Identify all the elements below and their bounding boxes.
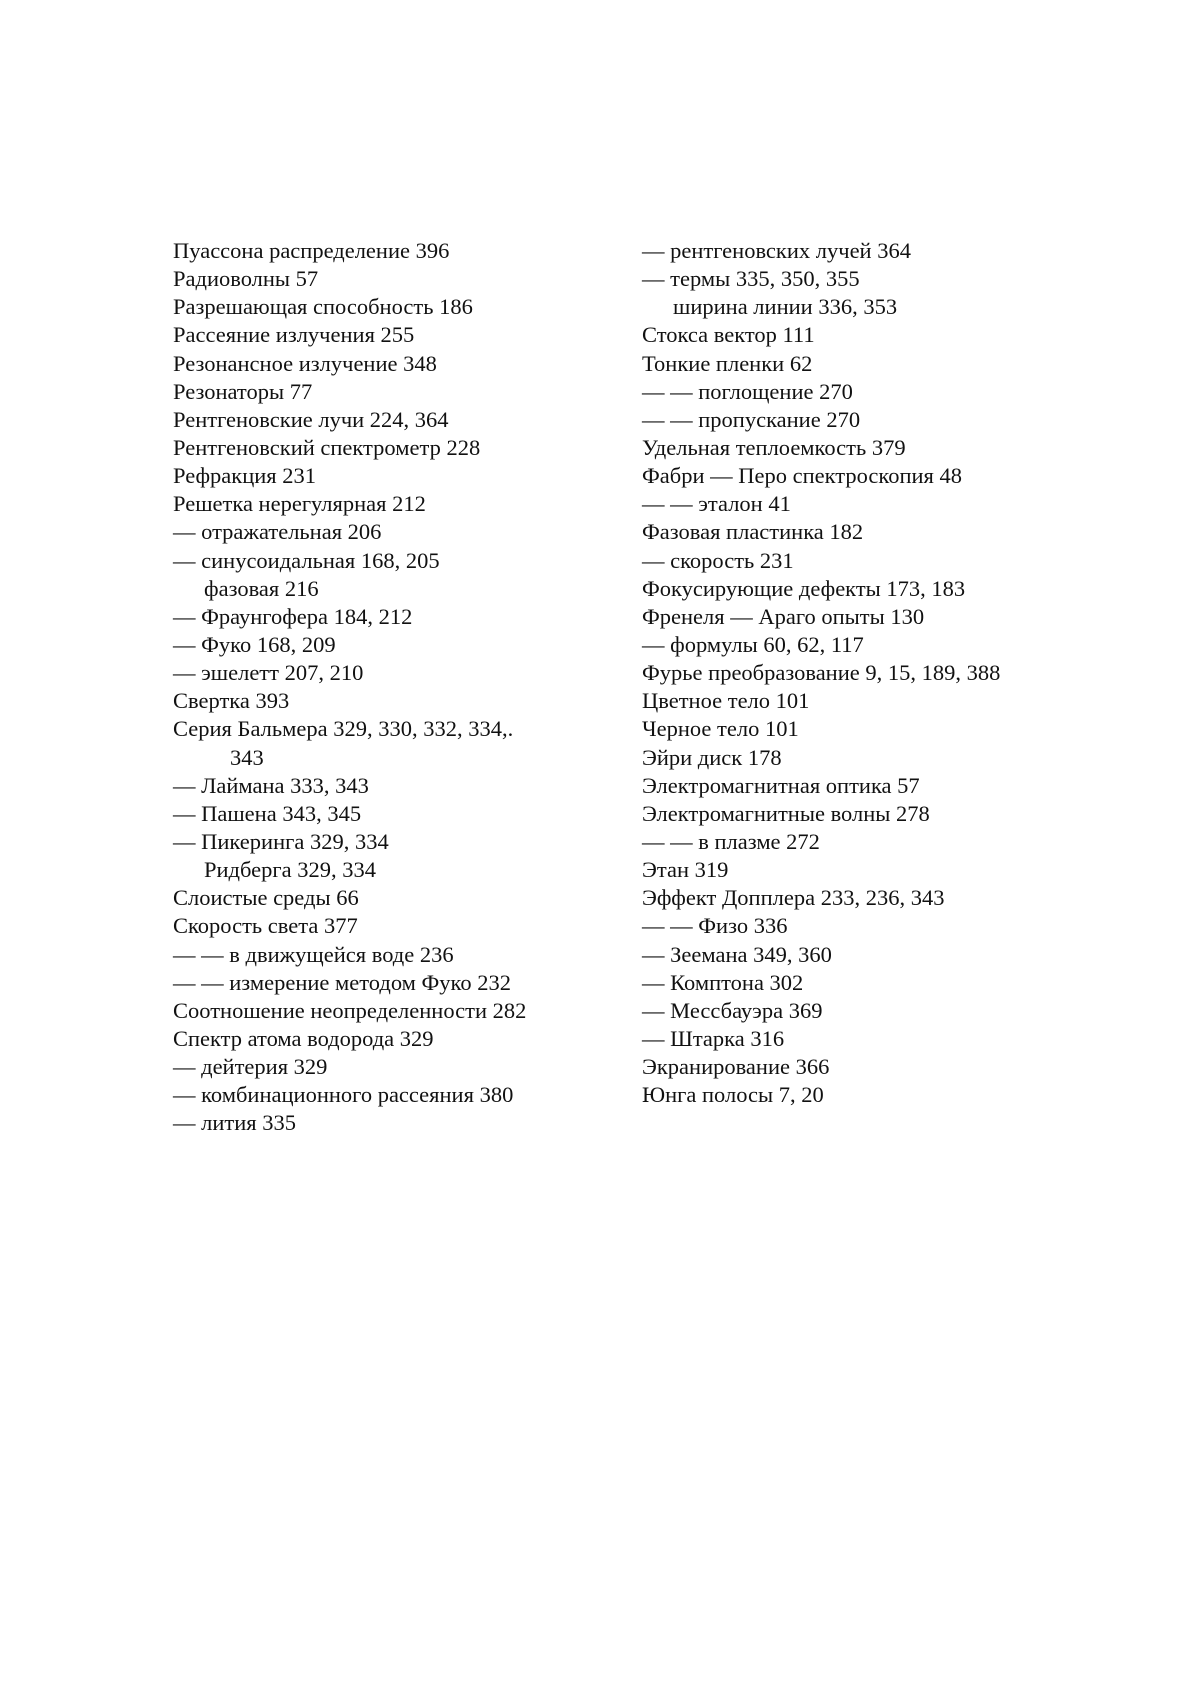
index-entry: — Мессбауэра 369 <box>642 997 823 1023</box>
index-entry: Радиоволны 57 <box>173 266 319 292</box>
index-entry: Тонкие пленки 62 <box>642 350 813 376</box>
index-entry: Эффект Допплера 233, 236, 343 <box>642 885 945 911</box>
index-entry: — Комптона 302 <box>642 969 804 995</box>
index-entry: — формулы 60, 62, 117 <box>642 631 864 657</box>
index-entry: Фабри — Перо спектроскопия 48 <box>642 463 963 489</box>
index-entry: — отражательная 206 <box>173 519 382 545</box>
index-entry: — — измерение методом Фуко 232 <box>173 969 511 995</box>
index-column-right <box>642 237 1082 1109</box>
index-entry: Рентгеновский спектрометр 228 <box>173 434 481 460</box>
index-entry: — — в плазме 272 <box>642 828 820 854</box>
index-entry: Серия Бальмера 329, 330, 332, 334,. <box>173 716 514 742</box>
index-entry: — — в движущейся воде 236 <box>173 941 454 967</box>
index-entry: Рентгеновские лучи 224, 364 <box>173 406 449 432</box>
index-entry: Ридберга 329, 334 <box>204 857 376 883</box>
index-entry: Соотношение неопределенности 282 <box>173 997 527 1023</box>
index-entry: Резонаторы 77 <box>173 378 313 404</box>
index-entry: Удельная теплоемкость 379 <box>642 434 906 460</box>
index-entry: — Лаймана 333, 343 <box>173 772 369 798</box>
index-entry: — рентгеновских лучей 364 <box>642 238 911 263</box>
index-column-left <box>173 237 613 1138</box>
index-entry: Этан 319 <box>642 857 729 883</box>
index-entry: Фокусирующие дефекты 173, 183 <box>642 575 966 601</box>
index-entry: Стокса вектор 111 <box>642 322 815 348</box>
index-entry: Цветное тело 101 <box>642 688 810 714</box>
index-entry: Френеля — Араго опыты 130 <box>642 603 925 629</box>
index-entry: Пуассона распределение 396 <box>173 238 450 263</box>
index-entry: Черное тело 101 <box>642 716 799 742</box>
index-entry: — комбинационного рассеяния 380 <box>173 1082 514 1108</box>
index-entry: Решетка нерегулярная 212 <box>173 491 426 517</box>
index-entry: — синусоидальная 168, 205 <box>173 547 440 573</box>
index-entry: — Фраунгофера 184, 212 <box>173 603 413 629</box>
index-entry: — Фуко 168, 209 <box>173 631 336 657</box>
index-entry: Рассеяние излучения 255 <box>173 322 415 348</box>
index-entry: — — пропускание 270 <box>642 406 861 432</box>
index-entry: — лития 335 <box>173 1110 296 1136</box>
index-entry: Скорость света 377 <box>173 913 358 939</box>
index-entry: — эшелетт 207, 210 <box>173 660 364 686</box>
index-entry: — Пикеринга 329, 334 <box>173 828 389 854</box>
index-entry: — Штарка 316 <box>642 1025 785 1051</box>
index-entry: — — Физо 336 <box>642 913 788 939</box>
index-entry: — — эталон 41 <box>642 491 791 517</box>
index-entry: Электромагнитные волны 278 <box>642 800 930 826</box>
index-entry: ширина линии 336, 353 <box>673 294 898 320</box>
index-entry: Электромагнитная оптика 57 <box>642 772 920 798</box>
index-entry: Свертка 393 <box>173 688 290 714</box>
index-entry: Экранирование 366 <box>642 1054 830 1080</box>
index-entry: Слоистые среды 66 <box>173 885 359 911</box>
index-entry: Юнга полосы 7, 20 <box>642 1082 824 1108</box>
index-entry: — скорость 231 <box>642 547 794 573</box>
index-entry: — Пашена 343, 345 <box>173 800 362 826</box>
index-entry: Фурье преобразование 9, 15, 189, 388 <box>642 660 1001 686</box>
index-entry: Фазовая пластинка 182 <box>642 519 864 545</box>
index-entry: 343 <box>230 744 264 770</box>
index-entry: Эйри диск 178 <box>642 744 782 770</box>
index-entry: Резонансное излучение 348 <box>173 350 437 376</box>
index-entry: — — поглощение 270 <box>642 378 853 404</box>
index-entry: — термы 335, 350, 355 <box>642 266 860 292</box>
index-entry: Спектр атома водорода 329 <box>173 1025 434 1051</box>
index-entry: фазовая 216 <box>204 575 319 601</box>
index-entry: — Зеемана 349, 360 <box>642 941 832 967</box>
index-entry: Рефракция 231 <box>173 463 317 489</box>
index-entry: Разрешающая способность 186 <box>173 294 473 320</box>
index-entry: — дейтерия 329 <box>173 1054 328 1080</box>
